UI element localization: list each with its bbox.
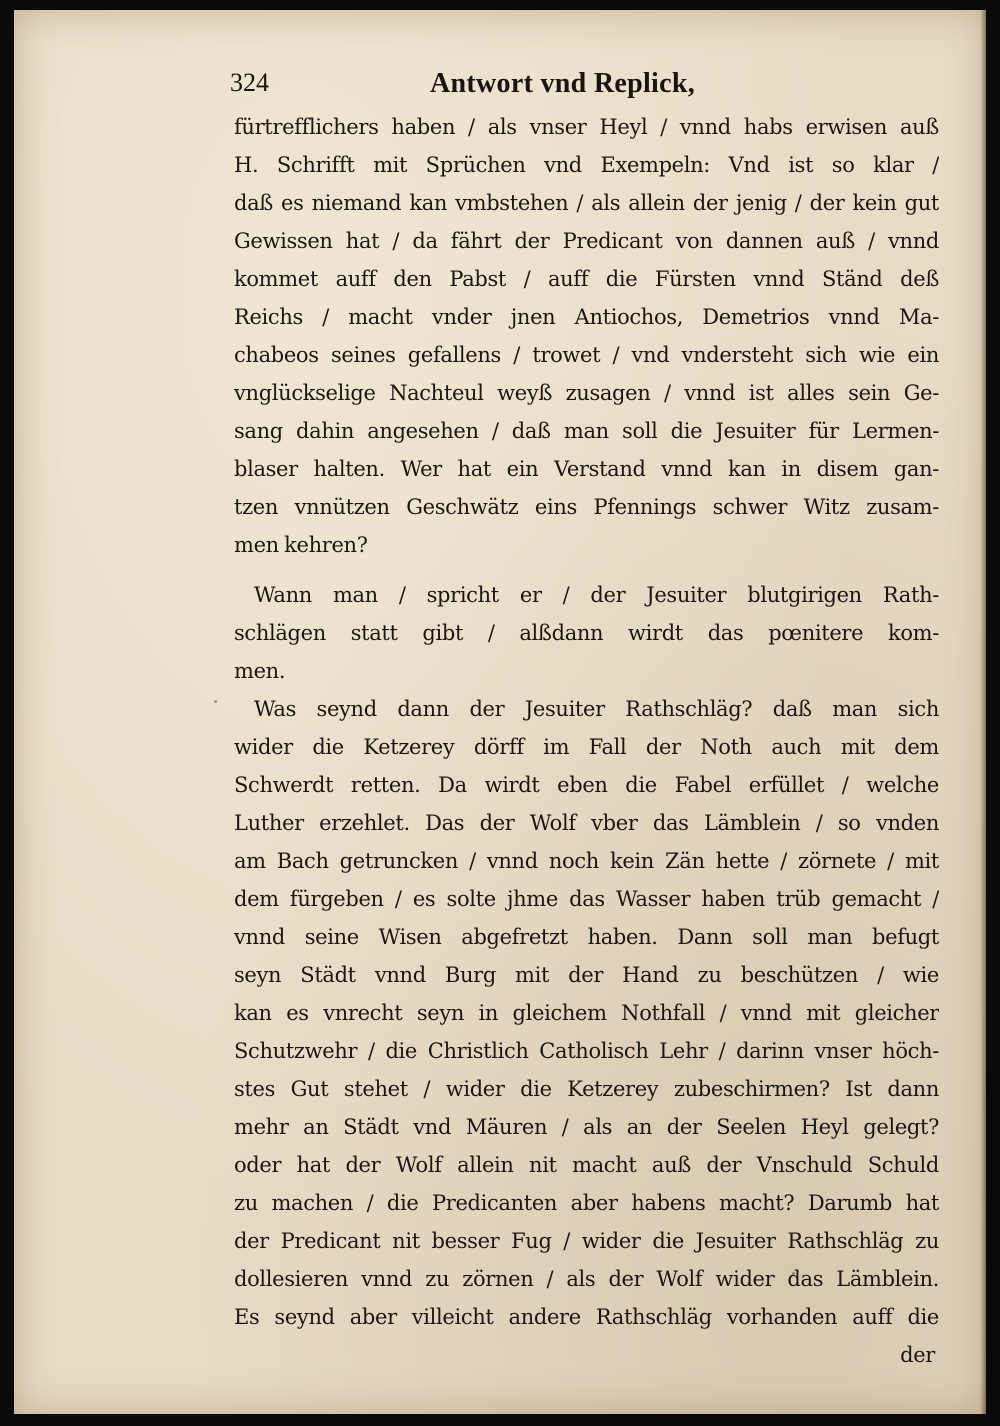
paragraph [234,576,939,690]
text-line: H. Schrifft mit Sprüchen vnd Exempeln: Vnd ist so klar / [234,153,939,177]
text-line: Luther erzehlet. Das der Wolf vber das Lämblein / so vnden [234,811,939,835]
text-line: men kehren? [234,533,368,557]
text-line: schlägen statt gibt / alßdann wirdt das pœnitere kom- [234,621,939,645]
text-line: tzen vnnützen Geschwätz eins Pfennings schwer Witz zusam- [234,495,939,519]
page-edge-shadow [980,10,986,1414]
running-title: Antwort vnd Replick, [430,68,696,99]
text-line: Reichs / macht vnder jnen Antiochos, Demetrios vnnd Ma- [234,305,939,329]
text-line: daß es niemand kan vmbstehen / als allein der jenig / der kein gut [234,191,939,215]
text-line: am Bach getruncken / vnnd noch kein Zän hette / zörnete / mit [234,849,939,873]
text-line: Es seynd aber villeicht andere Rathschläg vorhanden auff die [234,1305,939,1329]
text-line: Schwerdt retten. Da wirdt eben die Fabel erfüllet / welche [234,773,939,797]
paragraph-gap [234,564,939,576]
text-line: kan es vnrecht seyn in gleichem Nothfall / vnnd mit gleicher [234,1001,939,1025]
text-line: wider die Ketzerey dörff im Fall der Noth auch mit dem [234,735,939,759]
text-line: Was seynd dann der Jesuiter Rathschläg? daß man sich [254,697,939,721]
text-line: zu machen / die Predicanten aber habens macht? Darumb hat [234,1191,939,1215]
paragraph [234,690,939,1336]
text-line: stes Gut stehet / wider die Ketzerey zubeschirmen? Ist dann [234,1077,939,1101]
text-line: Gewissen hat / da fährt der Predicant von dannen auß / vnnd [234,229,939,253]
text-line: dem fürgeben / es solte jhme das Wasser haben trüb gemacht / [234,887,939,911]
text-line: sang dahin angesehen / daß man soll die Jesuiter für Lermen- [234,419,939,443]
paragraph [234,108,939,564]
body-text [234,108,939,1374]
text-line: Wann man / spricht er / der Jesuiter blutgirigen Rath- [254,583,939,607]
text-line: der Predicant nit besser Fug / wider die Jesuiter Rathschläg zu [234,1229,939,1253]
page-number: 324 [230,68,269,97]
text-line: seyn Städt vnnd Burg mit der Hand zu beschützen / wie [234,963,939,987]
text-line: blaser halten. Wer hat ein Verstand vnnd kan in disem gan- [234,457,939,481]
text-line: vnnd seine Wisen abgefretzt haben. Dann soll man befugt [234,925,939,949]
text-line: men. [234,659,286,683]
catchword: der [900,1343,935,1367]
page-header [230,68,730,108]
paper-speck [214,700,217,703]
text-line: fürtrefflichers haben / als vnser Heyl / vnnd habs erwisen auß [234,115,939,139]
text-line: Schutzwehr / die Christlich Catholisch Lehr / darinn vnser höch- [234,1039,939,1063]
text-line: dollesieren vnnd zu zörnen / als der Wolf wider das Lämblein. [234,1267,939,1291]
text-line: oder hat der Wolf allein nit macht auß der Vnschuld Schuld [234,1153,939,1177]
text-line: chabeos seines gefallens / trowet / vnd vndersteht sich wie ein [234,343,939,367]
text-line: vnglückselige Nachteul weyß zusagen / vnnd ist alles sein Ge- [234,381,939,405]
text-line: mehr an Städt vnd Mäuren / als an der Seelen Heyl gelegt? [234,1115,939,1139]
text-line: kommet auff den Pabst / auff die Fürsten vnnd Ständ deß [234,267,939,291]
